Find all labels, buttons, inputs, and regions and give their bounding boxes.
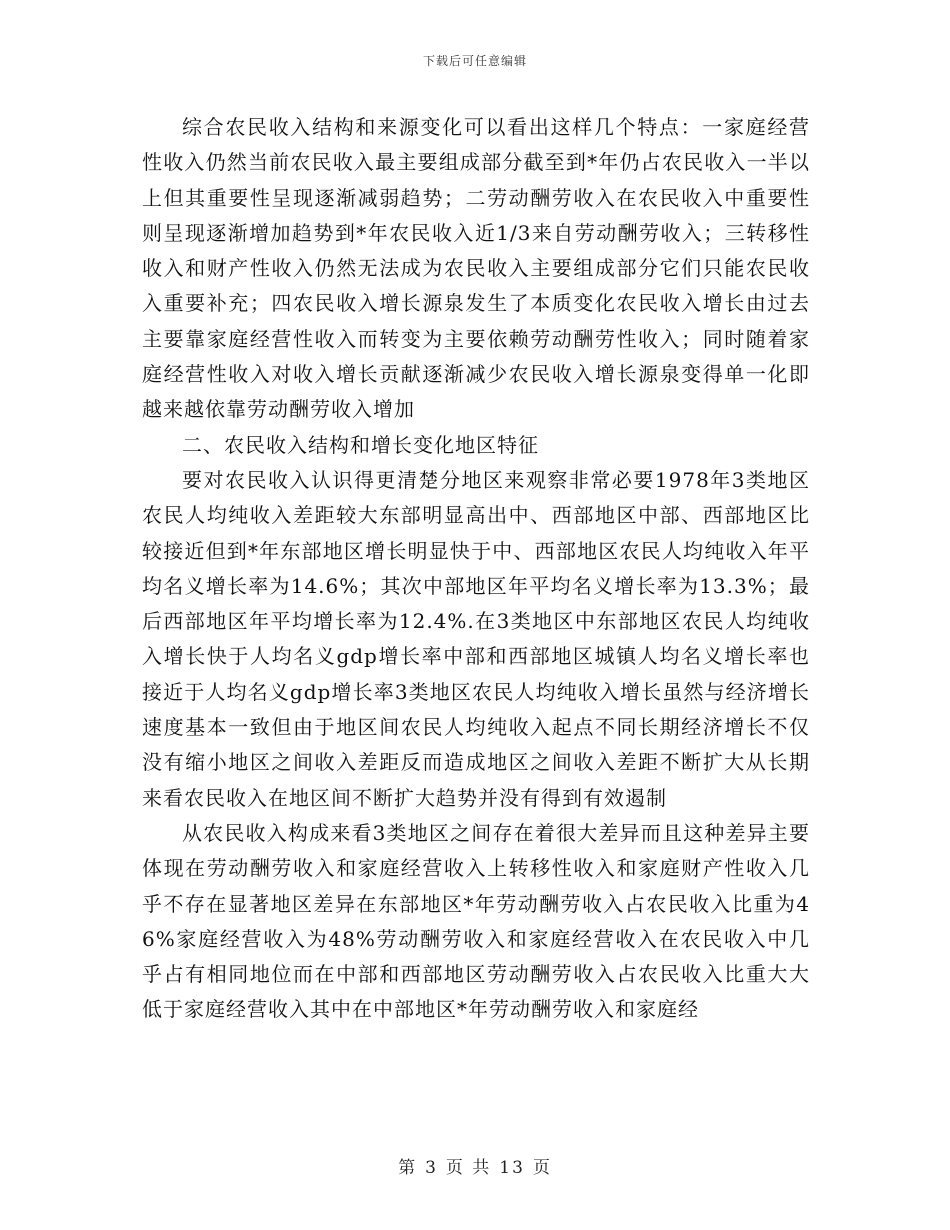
page-footer (0, 1153, 950, 1178)
document-body (142, 110, 810, 1028)
page-header-note: 下载后可任意编辑 (422, 54, 527, 68)
footer-page-number: 3 (425, 1158, 438, 1178)
section-heading: 二、农民收入结构和增长变化地区特征 (182, 432, 539, 457)
paragraph-income-structure: 综合农民收入结构和来源变化可以看出这样几个特点：一家庭经营性收入仍然当前农民收入最主要组成部分截至到*年仍占农民收入一半以上但其重要性呈现逐渐减弱趋势；二劳动酬劳收入在农民收入中重要性则呈现逐渐增加趋势到*年农民收入近1/3来自劳动酬劳收入；三转移性收入和财产性收入仍然无法成为农民收入主要组成部分它们只能农民收入重要补充；四农民收入增长源泉发生了本质变化农民收入增长由过去主要靠家庭经营性收入而转变为主要依赖劳动酬劳性收入；同时随着家庭经营性收入对收入增长贡献逐渐减少农民收入增长源泉变得单一化即越来越依靠劳动酬劳收入增加 (142, 115, 810, 422)
paragraph-income-composition: 从农民收入构成来看3类地区之间存在着很大差异而且这种差异主要体现在劳动酬劳收入和家庭经营收入上转移性收入和家庭财产性收入几乎不存在显著地区差异在东部地区*年劳动酬劳收入占农民收入比重为46%家庭经营收入为48%劳动酬劳收入和家庭经营收入在农民收入中几乎占有相同地位而在中部和西部地区劳动酬劳收入占农民收入比重大大低于家庭经营收入其中在中部地区*年劳动酬劳收入和家庭经 (142, 820, 810, 1022)
footer-total-pages: 13 (499, 1158, 525, 1178)
paragraph-regional-growth: 要对农民收入认识得更清楚分地区来观察非常必要1978年3类地区农民人均纯收入差距较大东部明显高出中、西部地区中部、西部地区比较接近但到*年东部地区增长明显快于中、西部地区农民人均纯收入年平均名义增长率为14.6%；其次中部地区年平均名义增长率为13.3%；最后西部地区年平均增长率为12.4%.在3类地区中东部地区农民人均纯收入增长快于人均名义gdp增长率中部和西部地区城镇人均名义增长率也接近于人均名义gdp增长率3类地区农民人均纯收入增长虽然与经济增长速度基本一致但由于地区间农民人均纯收入起点不同长期经济增长不仅没有缩小地区之间收入差距反而造成地区之间收入差距不断扩大从长期来看农民收入在地区间不断扩大趋势并没有得到有效遏制 (142, 467, 810, 810)
footer-suffix: 页 (532, 1158, 552, 1178)
footer-middle: 页 共 (445, 1158, 492, 1178)
footer-prefix: 第 (398, 1158, 418, 1178)
